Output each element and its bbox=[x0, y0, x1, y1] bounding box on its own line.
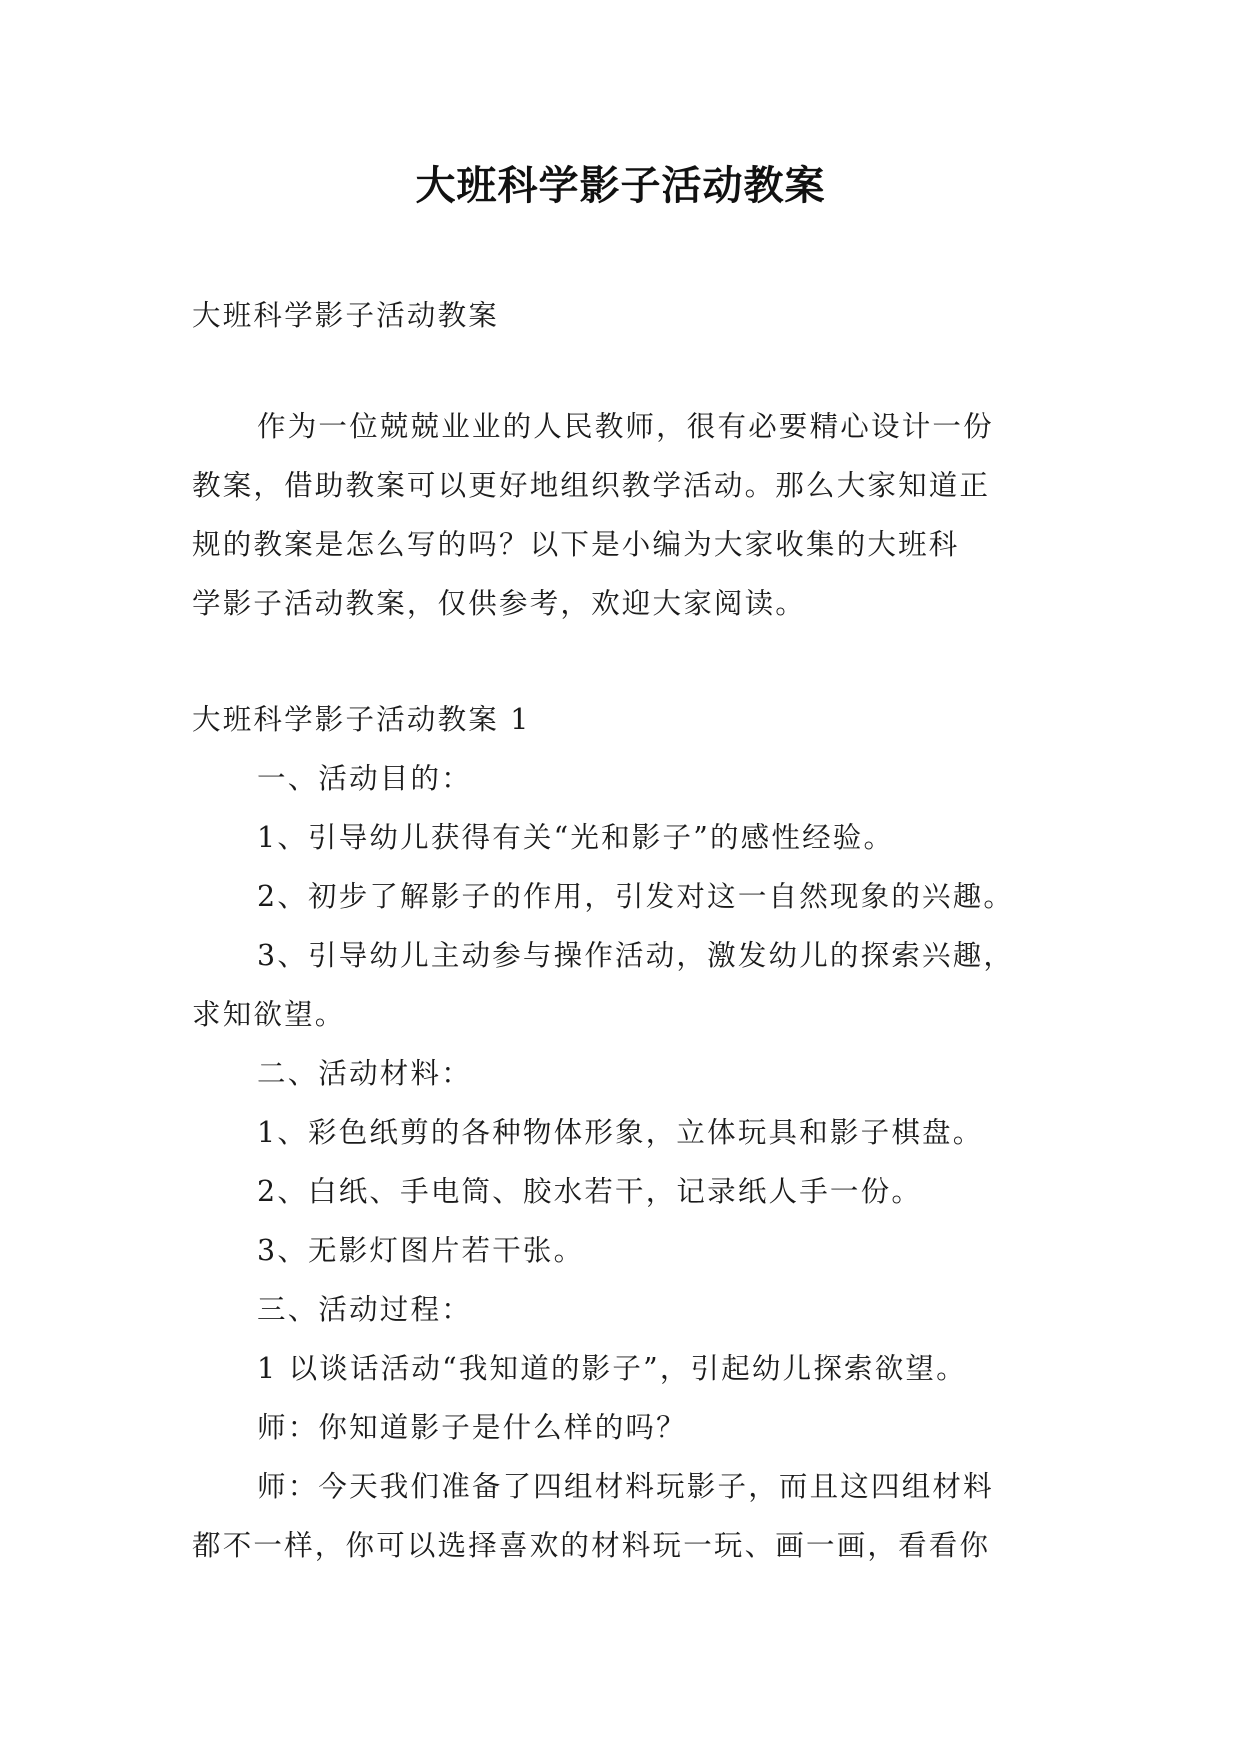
body-line: 1、彩色纸剪的各种物体形象，立体玩具和影子棋盘。 bbox=[257, 1116, 984, 1149]
body-line: 师：今天我们准备了四组材料玩影子，而且这四组材料 bbox=[257, 1470, 994, 1503]
section-title: 大班科学影子活动教案 1 bbox=[192, 703, 531, 736]
intro-line: 教案，借助教案可以更好地组织教学活动。那么大家知道正 bbox=[192, 469, 991, 502]
body-line: 1 以谈话活动“我知道的影子”，引起幼儿探索欲望。 bbox=[257, 1352, 967, 1385]
body-line: 2、白纸、手电筒、胶水若干，记录纸人手一份。 bbox=[257, 1175, 923, 1208]
body-line: 一、活动目的： bbox=[257, 762, 472, 795]
intro-line: 规的教案是怎么写的吗？以下是小编为大家收集的大班科 bbox=[192, 528, 960, 561]
body-line: 2、初步了解影子的作用，引发对这一自然现象的兴趣。 bbox=[257, 880, 1015, 913]
body-line: 二、活动材料： bbox=[257, 1057, 472, 1090]
body-line: 都不一样，你可以选择喜欢的材料玩一玩、画一画，看看你 bbox=[192, 1529, 991, 1562]
intro-line: 作为一位兢兢业业的人民教师，很有必要精心设计一份 bbox=[257, 410, 994, 443]
body-line: 3、引导幼儿主动参与操作活动，激发幼儿的探索兴趣， bbox=[257, 939, 1015, 972]
body-line: 求知欲望。 bbox=[192, 998, 346, 1031]
body-line: 三、活动过程： bbox=[257, 1293, 472, 1326]
document-subtitle: 大班科学影子活动教案 bbox=[192, 299, 500, 332]
intro-line: 学影子活动教案，仅供参考，欢迎大家阅读。 bbox=[192, 587, 807, 620]
body-line: 1、引导幼儿获得有关“光和影子”的感性经验。 bbox=[257, 821, 895, 854]
body-line: 3、无影灯图片若干张。 bbox=[257, 1234, 585, 1267]
body-line: 师：你知道影子是什么样的吗？ bbox=[257, 1411, 687, 1444]
document-title: 大班科学影子活动教案 bbox=[415, 163, 826, 209]
